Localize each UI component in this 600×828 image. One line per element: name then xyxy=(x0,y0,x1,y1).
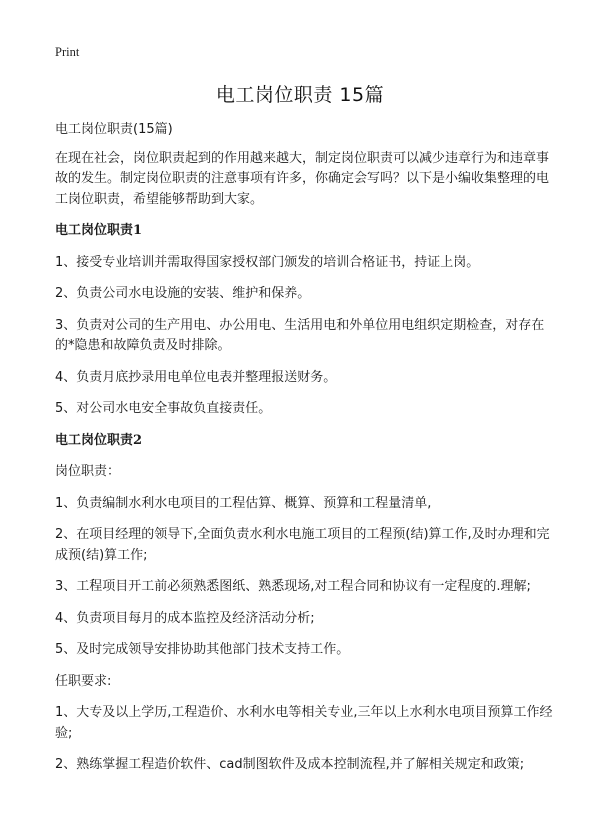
document-body xyxy=(55,120,555,787)
requirements-label: 任职要求: xyxy=(55,673,112,689)
section1-item: 5、对公司水电安全事故负直接责任。 xyxy=(55,401,272,416)
section2-item: 5、及时完成领导安排协助其他部门技术支持工作。 xyxy=(55,642,350,657)
requirement-item: 2、熟练掌握工程造价软件、cad制图软件及成本控制流程,并了解相关规定和政策; xyxy=(55,757,525,772)
section1-item: 3、负责对公司的生产用电、办公用电、生活用电和外单位用电组织定期检查，对存在的*隐患和故障负责及时排除。 xyxy=(55,317,545,353)
section2-item: 1、负责编制水利水电项目的工程估算、概算、预算和工程量清单, xyxy=(55,495,432,511)
section1-item: 1、接受专业培训并需取得国家授权部门颁发的培训合格证书，持证上岗。 xyxy=(55,254,480,270)
section2-label: 岗位职责： xyxy=(55,464,121,479)
document-subtitle: 电工岗位职责(15篇) xyxy=(55,122,173,137)
section2-item: 3、工程项目开工前必须熟悉图纸、熟悉现场,对工程合同和协议有一定程度的.理解; xyxy=(55,579,531,594)
section2-item: 4、负责项目每月的成本监控及经济活动分析; xyxy=(55,610,315,626)
print-label: Print xyxy=(55,45,80,59)
section1-item: 4、负责月底抄录用电单位电表并整理报送财务。 xyxy=(55,369,337,385)
section2-item: 2、在项目经理的领导下,全面负责水利水电施工项目的工程预(结)算工作,及时办理和完成预(结)算工作; xyxy=(55,527,550,563)
requirement-item: 1、大专及以上学历,工程造价、水利水电等相关专业,三年以上水利水电项目预算工作经验; xyxy=(55,705,553,741)
document-title: 电工岗位职责 15篇 xyxy=(215,84,385,106)
section-heading-1: 电工岗位职责1 xyxy=(55,223,143,238)
intro-paragraph: 在现在社会，岗位职责起到的作用越来越大，制定岗位职责可以减少违章行为和违章事故的发生。制定岗位职责的注意事项有许多，你确定会写吗？以下是小编收集整理的电工岗位职责，希望能够帮助到大家。 xyxy=(55,150,550,207)
section-heading-2: 电工岗位职责2 xyxy=(55,432,143,448)
section1-item: 2、负责公司水电设施的安装、维护和保养。 xyxy=(55,286,311,301)
